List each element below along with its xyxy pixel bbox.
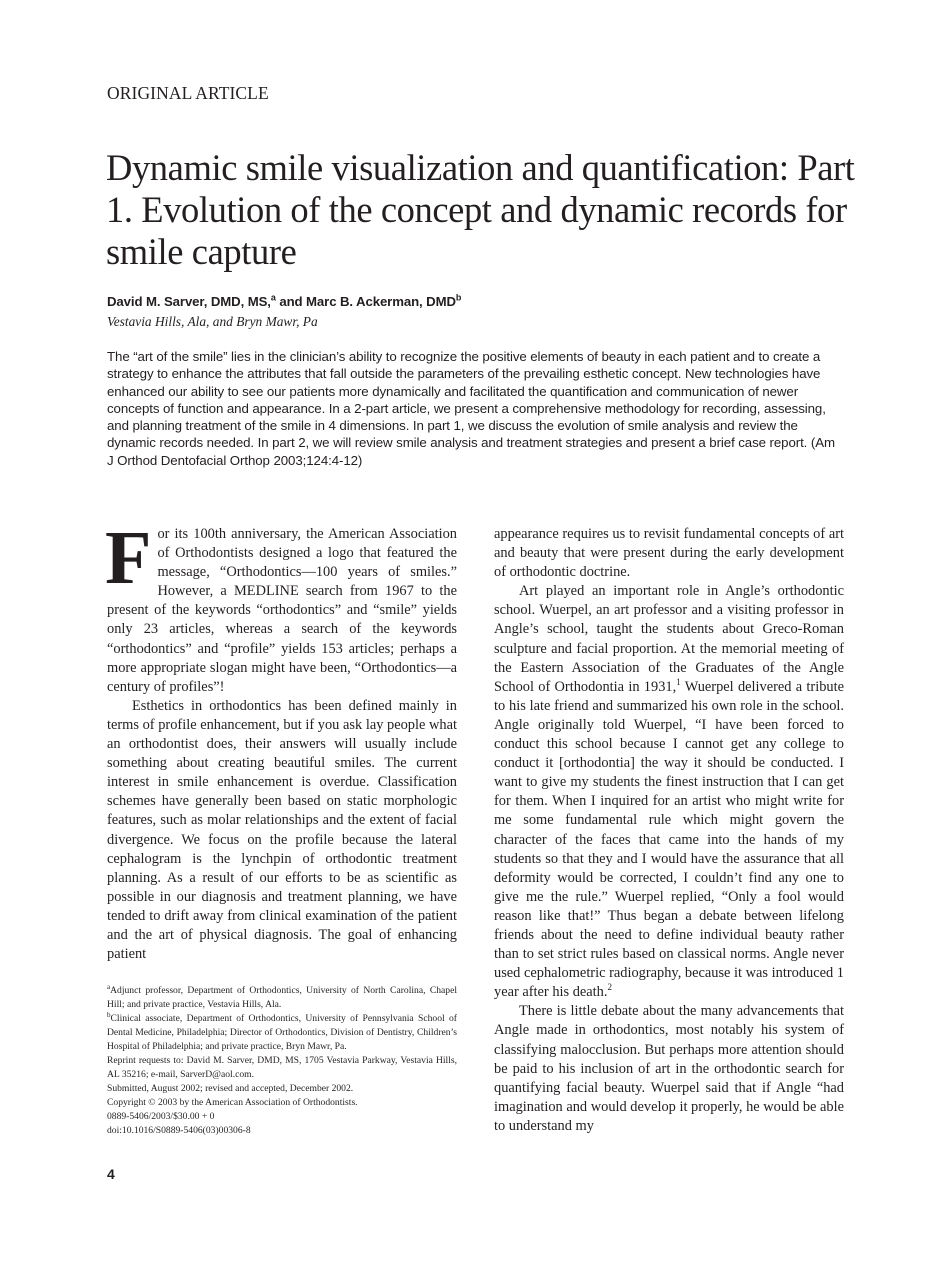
author-2: and Marc B. Ackerman, DMD <box>275 294 456 309</box>
footnote-text: Clinical associate, Department of Orthodontics, University of Pennsylvania School of Dental Medicine, Philadelphia; Director of Orthodontics, Division of Dentistry, Children’s Hospital of Philadelphia; and private practice, Bryn Mawr, Pa. <box>107 1013 457 1052</box>
footnote-text: Adjunct professor, Department of Orthodontics, University of North Carolina, Chapel Hill; and private practice, Vestavia Hills, Ala. <box>107 985 457 1010</box>
article-title: Dynamic smile visualization and quantification: Part 1. Evolution of the concept and dynamic records for smile capture <box>106 147 855 272</box>
affiliation-locations: Vestavia Hills, Ala, and Bryn Mawr, Pa <box>107 314 318 329</box>
body-paragraph <box>494 582 844 1002</box>
reference-2[interactable]: 2 <box>607 982 612 993</box>
paragraph-text: or its 100th anniversary, the American Association of Orthodontists designed a logo that featured the message, “Orthodontics—100 years of smiles.” However, a MEDLINE search from 1967 to the present of the keywords “orthodontics” and “smile” yields only 23 articles, whereas a search of the keywords “orthodontics” and “profile” yields 153 articles; perhaps a more appropriate slogan might have been, “Orthodontics—a century of profiles”! <box>107 526 457 695</box>
abstract: The “art of the smile” lies in the clinician’s ability to recognize the positive elements of beauty in each patient and to create a strategy to enhance the attributes that fall outside the parameters of the prevailing esthetic concept. New technologies have enhanced our ability to see our patients more dynamically and facilitated the quantification and communication of newer concepts of function and appearance. In a 2-part article, we present a comprehensive methodology for recording, assessing, and planning treatment of the smile in 4 dimensions. In part 1, we discuss the evolution of smile analysis and review the dynamic records needed. In part 2, we will review smile analysis and treatment strategies and present a brief case report. (Am J Orthod Dentofacial Orthop 2003;124:4-12) <box>107 349 835 468</box>
paragraph-text: Art played an important role in Angle’s orthodontic school. Wuerpel, an art professor and a visiting professor in Angle’s school, taught the students about Greco-Roman sculpture and facial proportion. At the memorial meeting of the Eastern Association of the Graduates of the Angle School of Orthodontia in 1931, <box>494 583 844 695</box>
footnote-mark: a <box>107 982 111 991</box>
footnotes <box>107 984 457 1138</box>
author-1: David M. Sarver, DMD, MS, <box>107 294 271 309</box>
affiliation-mark-a: a <box>270 292 276 303</box>
section-label: ORIGINAL ARTICLE <box>107 83 269 103</box>
submission-dates: Submitted, August 2002; revised and accepted, December 2002. <box>107 1083 354 1094</box>
author-line <box>107 294 461 309</box>
paragraph-text: Wuerpel delivered a tribute to his late friend and summarized his own role in the school. Angle originally told Wuerpel, “I have been forced to conduct this school because I cannot get any college to conduct it [orthodontia] the way it should be conducted. I want to give my students the finest instruction that I can get for them. When I inquired for an artist who might write for me some fundamental rule which might govern the character of the faces that came into the hands of my students so that they and I would have the assurance that all deformity would be corrected, I couldn’t find any one to give me the rule.” Wuerpel replied, “Only a fool would reason like that!” Thus began a debate between lifelong friends about the need to define individual beauty rather than to set strict rules based on classical norms. Angle never used cephalometric radiography, because it was introduced 1 year after his death. <box>494 678 844 1001</box>
body-column-right <box>494 525 844 1136</box>
reprint-requests: Reprint requests to: David M. Sarver, DMD, MS, 1705 Vestavia Parkway, Vestavia Hills, AL 35216; e-mail, SarverD@aol.com. <box>107 1055 457 1080</box>
page-number: 4 <box>107 1166 115 1182</box>
body-column-left <box>105 516 457 964</box>
body-paragraph: Esthetics in orthodontics has been defined mainly in terms of profile enhancement, but if you ask lay people what an orthodontist does, their answers will usually include something about creating beautiful smiles. The current interest in smile enhancement is overdue. Classification schemes have generally been based on static morphologic features, such as molar relationships and the extent of facial divergence. We focus on the profile because the lateral cephalogram is the lynchpin of orthodontic treatment planning. As a result of our efforts to be as scientific as possible in our diagnosis and treatment planning, we have tended to drift away from clinical examination of the patient and the art of physical diagnosis. The goal of enhancing patient <box>107 697 457 963</box>
body-paragraph <box>105 516 457 697</box>
body-paragraph: appearance requires us to revisit fundamental concepts of art and beauty that were present during the early development of orthodontic doctrine. <box>494 526 844 581</box>
affiliation-mark-b: b <box>455 292 462 303</box>
doi[interactable]: doi:10.1016/S0889-5406(03)00306-8 <box>107 1125 251 1136</box>
body-paragraph: There is little debate about the many advancements that Angle made in orthodontics, most notably his system of classifying malocclusion. But perhaps more attention should be paid to his inclusion of art in the orthodontic search for quantifying facial beauty. Wuerpel said that if Angle “had imagination and would develop it properly, he would be able to understand my <box>494 1003 844 1134</box>
copyright: Copyright © 2003 by the American Association of Orthodontists. <box>107 1097 358 1108</box>
footnote-b <box>107 1012 457 1054</box>
issn: 0889-5406/2003/$30.00 + 0 <box>107 1111 215 1122</box>
drop-cap: F <box>105 516 152 600</box>
footnote-mark: b <box>107 1010 111 1019</box>
footnote-a <box>107 984 457 1012</box>
reference-1[interactable]: 1 <box>676 676 681 687</box>
